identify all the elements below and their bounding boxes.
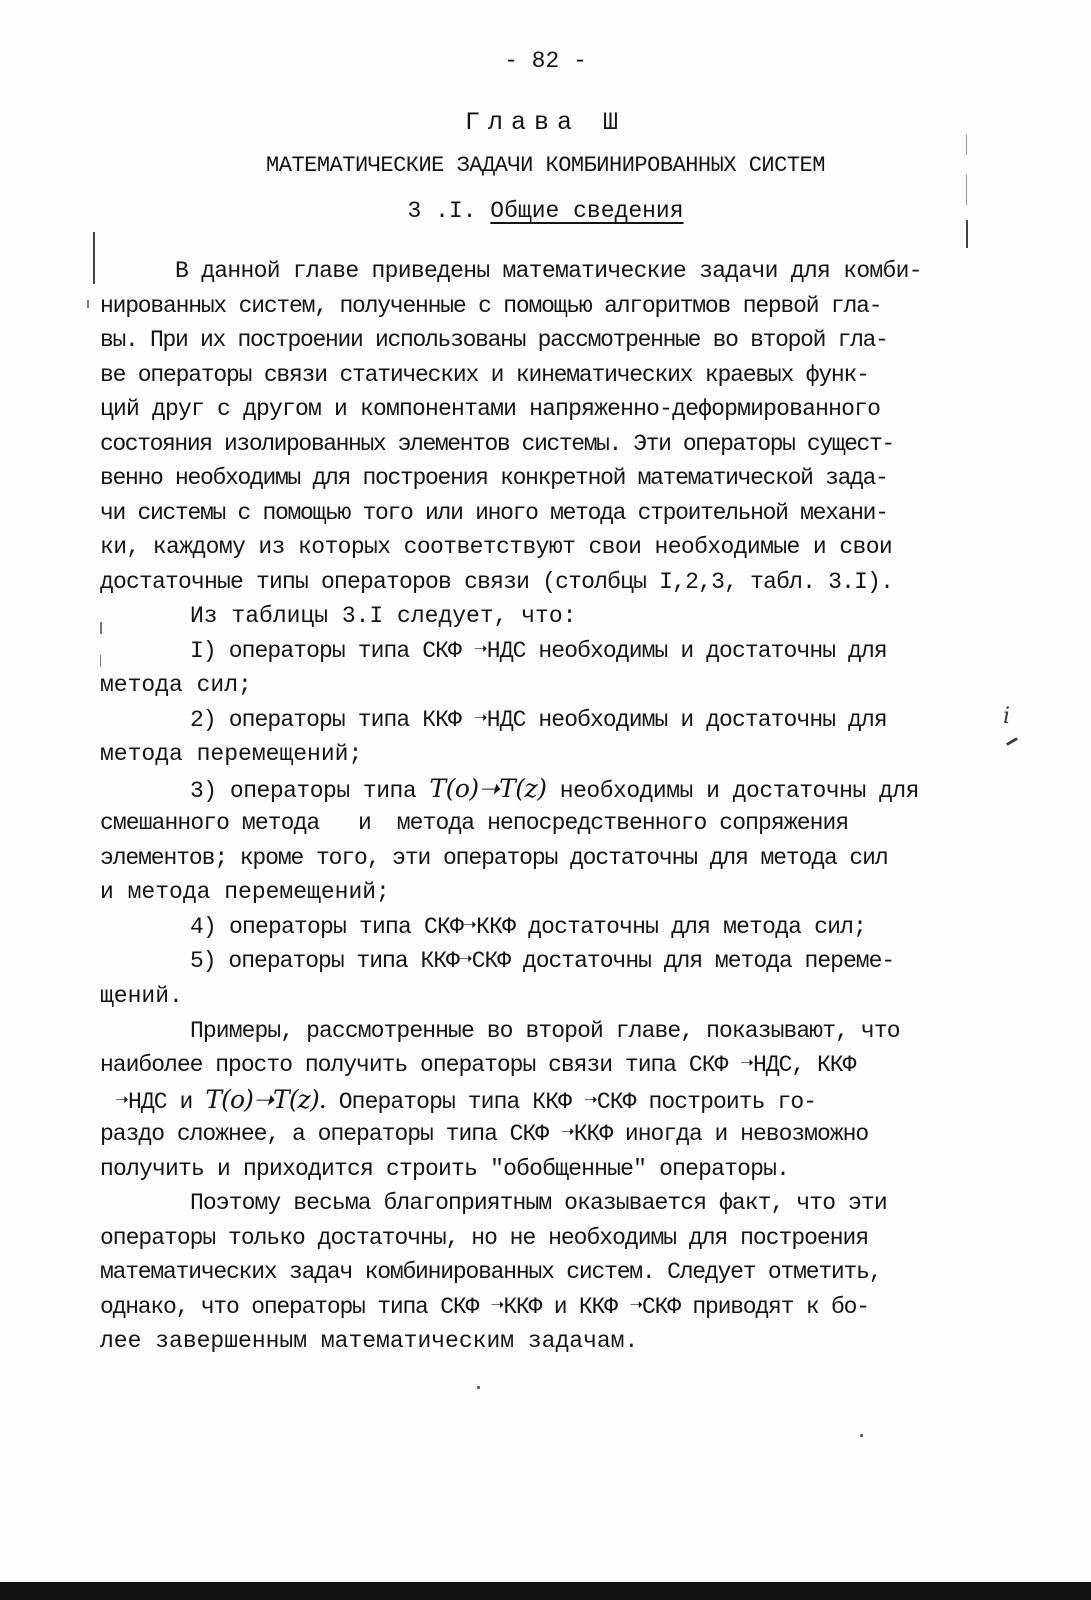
- margin-check-mark: [1006, 737, 1018, 746]
- scan-bottom-edge: [0, 1582, 1091, 1600]
- text-line: 4) операторы типа СКФ➝ККФ достаточны для метода сил;: [190, 914, 867, 940]
- scan-mark: [93, 232, 95, 284]
- text-line: однако, что операторы типа СКФ ➝ККФ и ККФ ➝СКФ приводят к бо-: [100, 1294, 869, 1320]
- section-title: Общие сведения: [490, 198, 684, 224]
- text-line: нированных систем, полученные с помощью алгоритмов первой гла-: [100, 293, 882, 319]
- text-line: чи системы с помощью того или иного метода строительной механи-: [100, 500, 888, 526]
- text-line: Примеры, рассмотренные во второй главе, показывают, что: [190, 1018, 900, 1044]
- text-line: операторы только достаточны, но не необходимы для построения: [100, 1225, 869, 1251]
- text-line: Поэтому весьма благоприятным оказывается факт, что эти: [190, 1190, 887, 1216]
- text-line: [190, 774, 919, 806]
- text-line: I) операторы типа СКФ ➝НДС необходимы и достаточны для: [190, 638, 887, 664]
- text-line: математических задач комбинированных систем. Следует отметить,: [100, 1259, 882, 1285]
- text-fragment: ➝НДС и: [115, 1089, 206, 1115]
- scan-dot: [860, 1434, 863, 1437]
- page-number: - 82 -: [504, 48, 587, 74]
- list-intro: Из таблицы 3.I следует, что:: [190, 603, 577, 629]
- text-line: лее завершенным математическим задачам.: [100, 1328, 639, 1354]
- scan-mark: [100, 622, 102, 634]
- text-fragment: Операторы типа ККФ ➝СКФ построить го-: [325, 1089, 817, 1115]
- scan-mark: [100, 655, 101, 667]
- text-line: В данной главе приведены математические задачи для комби-: [175, 258, 922, 284]
- text-line: элементов; кроме того, эти операторы достаточны для метода сил: [100, 845, 888, 871]
- text-line: венно необходимы для построения конкретной математической зада-: [100, 465, 888, 491]
- text-line: ций друг с другом и компонентами напряженно-деформированного: [100, 396, 881, 422]
- chapter-heading: Глава Ш: [464, 108, 627, 137]
- scan-mark: [87, 300, 89, 308]
- formula: T(o)➝T(z): [429, 774, 547, 803]
- text-line: метода сил;: [100, 672, 252, 698]
- text-line: раздо сложнее, а операторы типа СКФ ➝ККФ иногда и невозможно: [100, 1121, 869, 1147]
- text-line: вы. При их построении использованы рассмотренные во второй гла-: [100, 327, 888, 353]
- text-line: 2) операторы типа ККФ ➝НДС необходимы и достаточны для: [190, 707, 887, 733]
- text-line: наиболее просто получить операторы связи типа СКФ ➝НДС, ККФ: [100, 1052, 856, 1078]
- section-number: 3 .I.: [407, 198, 477, 224]
- scan-mark: [966, 175, 967, 205]
- text-line: [115, 1085, 816, 1117]
- text-fragment: 3) операторы типа: [190, 778, 430, 804]
- text-fragment: необходимы и достаточны для: [546, 778, 919, 804]
- text-line: ки, каждому из которых соответствуют свои необходимые и свои: [100, 534, 893, 560]
- text-line: метода перемещений;: [100, 741, 363, 767]
- scan-mark: [966, 135, 967, 155]
- formula: T(o)➝T(z).: [205, 1085, 326, 1114]
- text-line: получить и приходится строить "обобщенные" операторы.: [100, 1156, 790, 1182]
- text-line: 5) операторы типа ККФ➝СКФ достаточны для метода переме-: [190, 948, 895, 974]
- chapter-title: МАТЕМАТИЧЕСКИЕ ЗАДАЧИ КОМБИНИРОВАННЫХ СИСТЕМ: [266, 153, 825, 178]
- text-line: и метода перемещений;: [100, 879, 390, 905]
- section-heading: [0, 198, 1091, 224]
- text-line: смешанного метода и метода непосредственного сопряжения: [100, 810, 849, 836]
- text-line: ве операторы связи статических и кинематических краевых функ-: [100, 362, 869, 388]
- scan-dot: [477, 1386, 480, 1389]
- text-line: щений.: [100, 983, 183, 1009]
- text-line: состояния изолированных элементов системы. Эти операторы сущест-: [100, 431, 894, 457]
- margin-note: i: [1003, 704, 1011, 729]
- text-line: достаточные типы операторов связи (столбцы I,2,3, табл. 3.I).: [100, 569, 894, 595]
- scan-mark: [966, 220, 968, 248]
